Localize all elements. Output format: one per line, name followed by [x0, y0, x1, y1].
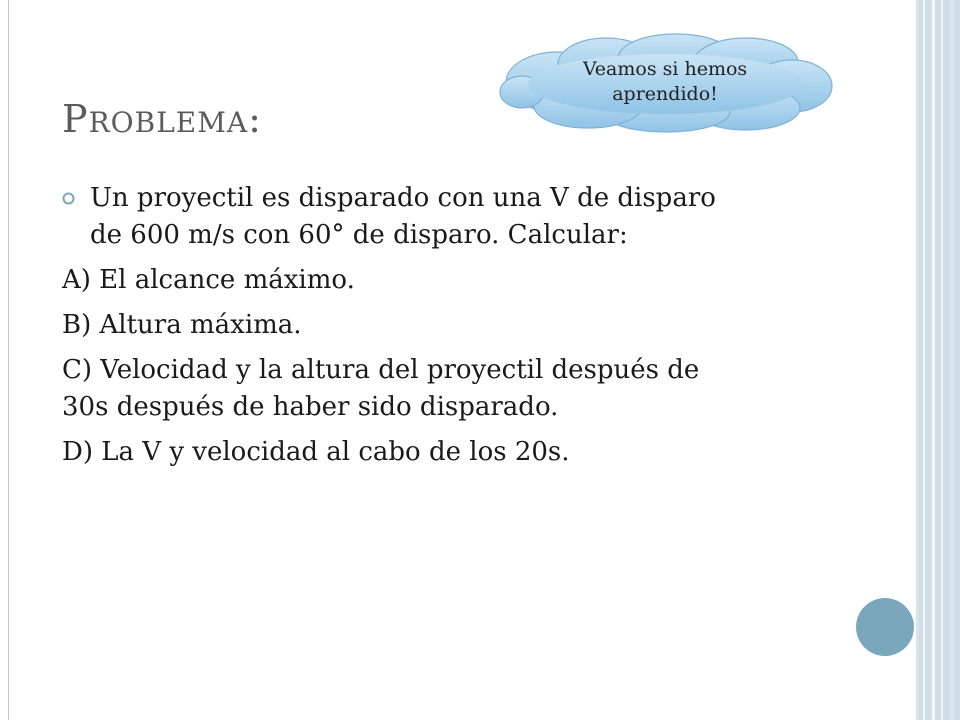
question-item-c-continued: 30s después de haber sido disparado. [62, 392, 559, 422]
decor-circle [856, 598, 914, 656]
question-item-c: C) Velocidad y la altura del proyectil después de [62, 355, 700, 385]
decor-stripe [932, 0, 935, 720]
ring-bullet-icon [62, 192, 75, 205]
decor-stripe [950, 0, 954, 720]
question-item-b: B) Altura máxima. [62, 310, 302, 340]
callout-line: aprendido! [612, 83, 718, 105]
left-border-line [8, 0, 9, 720]
slide-title [62, 97, 262, 141]
title-colon: : [248, 97, 262, 141]
callout-line: Veamos si hemos [582, 58, 748, 80]
slide-body [62, 180, 802, 471]
question-item-a: A) El alcance máximo. [62, 265, 355, 295]
title-initial: P [62, 97, 89, 141]
bullet-paragraph [62, 180, 802, 254]
callout-text [550, 57, 780, 107]
bullet-line: Un proyectil es disparado con una V de disparo [90, 183, 716, 213]
decor-stripe [941, 0, 943, 720]
decor-stripe [923, 0, 925, 720]
bullet-line: de 600 m/s con 60° de disparo. Calcular: [90, 220, 628, 250]
title-rest: ROBLEMA [88, 106, 249, 139]
decor-stripe [916, 0, 919, 720]
question-item-d: D) La V y velocidad al cabo de los 20s. [62, 437, 570, 467]
